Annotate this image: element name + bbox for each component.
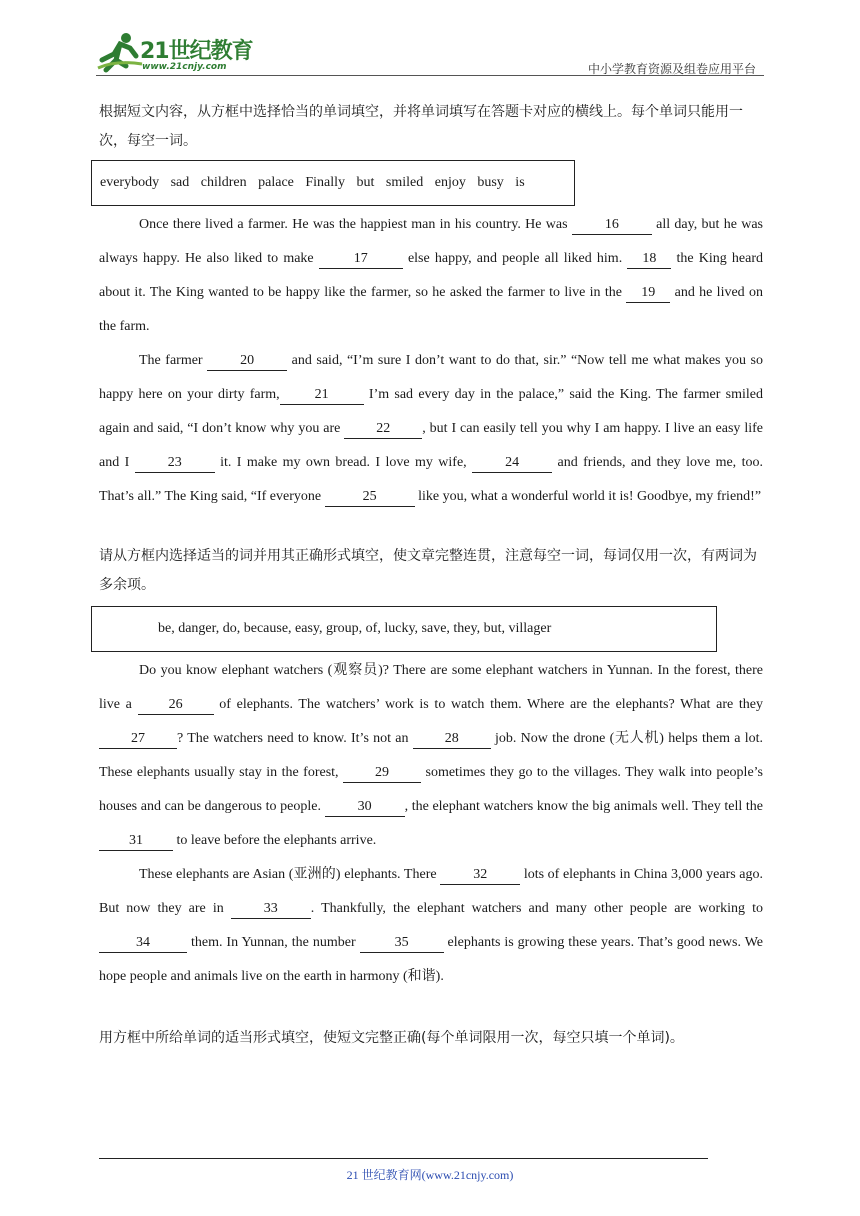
blank-34[interactable]: 34 <box>99 934 187 953</box>
blank-32[interactable]: 32 <box>440 866 520 885</box>
blank-24[interactable]: 24 <box>472 454 552 473</box>
blank-35[interactable]: 35 <box>360 934 444 953</box>
site-logo <box>96 30 266 76</box>
blank-16[interactable]: 16 <box>572 216 652 235</box>
logo-url: www.21cnjy.com <box>142 62 227 72</box>
section1-paragraph-2: The farmer 20 and said, “I’m sure I don’t want to do that, sir.” “Now tell me what makes you so happy here on your dirty farm, 21 I’m sad every day in the palace,” said the King. The farmer smiled again and said, “I don’t know why you are 22 , but I can easily tell you why I am happy. I live an easy life and I 23 it. I make my own bread. I love my wife, 24 and friends, and they love me, too. That’s all.” The King said, “If everyone 25 like you, what a wonderful world it is! Goodbye, my friend!” <box>99 344 763 514</box>
platform-name: 中小学教育资源及组卷应用平台 <box>587 62 756 76</box>
section1-instruction: 根据短文内容，从方框中选择恰当的单词填空，并将单词填写在答题卡对应的横线上。每个单词只能用一次，每空一词。 <box>99 104 743 149</box>
page-header <box>96 30 764 78</box>
blank-17[interactable]: 17 <box>319 250 403 269</box>
blank-19[interactable]: 19 <box>626 284 670 303</box>
page-footer: 21 世纪教育网(www.21cnjy.com) <box>346 1168 514 1182</box>
runner-logo-icon <box>96 30 144 76</box>
blank-26[interactable]: 26 <box>138 696 214 715</box>
section1-paragraph-1: Once there lived a farmer. He was the happiest man in his country. He was 16 all day, but he was always happy. He also liked to make 17 else happy, and people all liked him. 18 the King heard about it. The King wanted to be happy like the farmer, so he asked the farmer to live in the 19 and he lived on the farm. <box>99 217 763 334</box>
blank-20[interactable]: 20 <box>207 352 287 371</box>
blank-18[interactable]: 18 <box>627 250 671 269</box>
blank-25[interactable]: 25 <box>325 488 415 507</box>
blank-33[interactable]: 33 <box>231 900 311 919</box>
blank-30[interactable]: 30 <box>325 798 405 817</box>
blank-21[interactable]: 21 <box>280 386 364 405</box>
worksheet-content <box>99 98 763 1053</box>
blank-29[interactable]: 29 <box>343 764 421 783</box>
section1-word-box: everybody sad children palace Finally but smiled enjoy busy is <box>91 160 575 206</box>
section3-instruction: 用方框中所给单词的适当形式填空，使短文完整正确(每个单词限用一次，每空只填一个单词)。 <box>99 1030 684 1046</box>
footer-divider <box>99 1158 708 1159</box>
header-divider <box>96 75 764 76</box>
section2-instruction: 请从方框内选择适当的词并用其正确形式填空，使文章完整连贯，注意每空一词，每词仅用一次，有两词为多余项。 <box>99 548 757 593</box>
blank-28[interactable]: 28 <box>413 730 491 749</box>
blank-22[interactable]: 22 <box>344 420 422 439</box>
section2-paragraph-1: Do you know elephant watchers (观察员)? There are some elephant watchers in Yunnan. In the forest, there live a 26 of elephants. The watchers’ work is to watch them. Where are the elephants? What are they 27 ? The watchers need to know. It’s not an 28 job. Now the drone (无人机) helps them a lot. These elephants usually stay in the forest, 29 sometimes they go to the villages. They walk into people’s houses and can be dangerous to people. 30 , the elephant watchers know the big animals well. They tell the 31 to leave before the elephants arrive. <box>99 654 763 858</box>
blank-23[interactable]: 23 <box>135 454 215 473</box>
section2-paragraph-2: These elephants are Asian (亚洲的) elephants. There 32 lots of elephants in China 3,000 years ago. But now they are in 33 . Thankfully, the elephant watchers and many other people are working to 34 them. In Yunnan, the number 35 elephants is growing these years. That’s good news. We hope people and animals live on the earth in harmony (和谐). <box>99 867 764 984</box>
section2-word-box: be, danger, do, because, easy, group, of, lucky, save, they, but, villager <box>91 606 717 652</box>
blank-27[interactable]: 27 <box>99 730 177 749</box>
blank-31[interactable]: 31 <box>99 832 173 851</box>
logo-text: 21世纪教育 <box>140 39 253 64</box>
